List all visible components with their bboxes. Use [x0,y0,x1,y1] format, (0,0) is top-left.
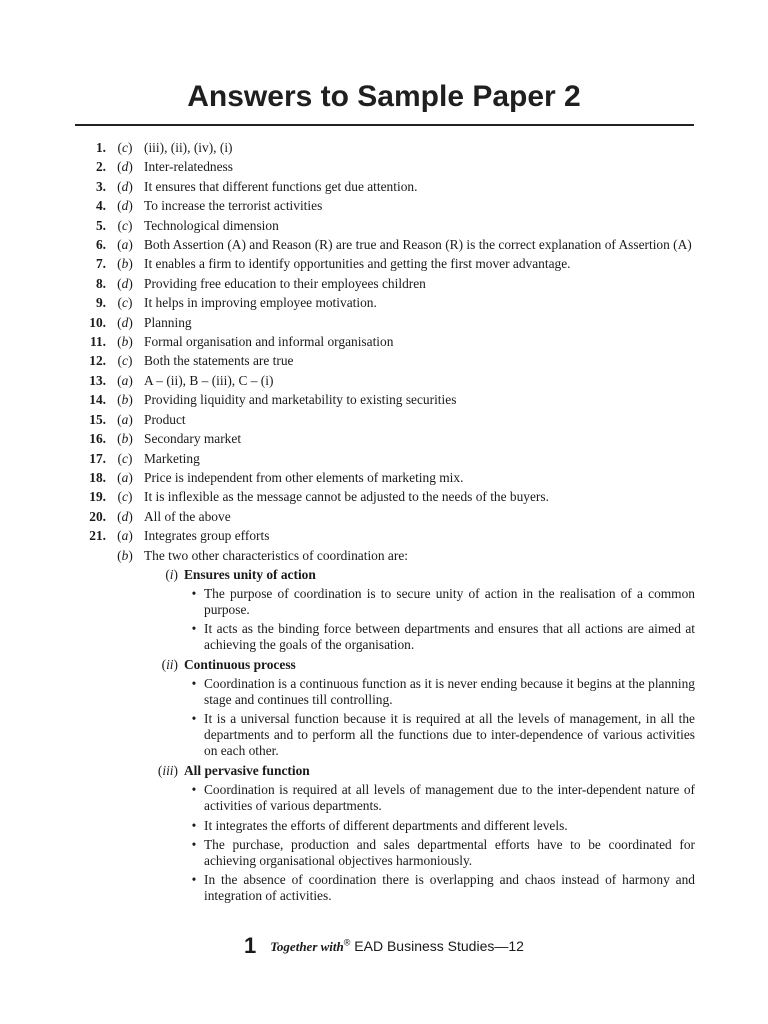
bullet-item [184,781,695,816]
answer-text: Price is independent from other elements of marketing mix. [144,469,464,485]
characteristic-label: (i) [165,566,178,582]
answer-text: Technological dimension [144,217,279,233]
answer-text: The two other characteristics of coordination are: [144,547,408,563]
answer-text: It is inflexible as the message cannot be adjusted to the needs of the buyers. [144,489,549,505]
question-number: 20. [89,508,106,524]
answer-row [70,429,695,448]
answer-option: (c) [117,489,133,505]
question-number: 13. [89,372,106,388]
bullet-text: The purchase, production and sales departmental efforts have to be coordinated for achieving organisational objectives harmoniously. [204,837,695,868]
question-number: 18. [89,469,106,485]
answer-text: A – (ii), B – (iii), C – (i) [144,372,274,388]
characteristic-heading [144,761,695,780]
page-footer [0,933,768,959]
answer-row [70,216,695,235]
answer-text: Providing free education to their employees children [144,275,426,291]
question-number: 10. [89,314,106,330]
answer-row [70,138,695,157]
bullet-item [184,675,695,710]
answer-text: Integrates group efforts [144,528,270,544]
book-title: EAD Business Studies—12 [354,938,524,954]
characteristic-title: Ensures unity of action [184,566,316,582]
characteristic-title: All pervasive function [184,763,310,779]
question-number: 19. [89,489,106,505]
answer-option: (d) [117,159,133,175]
bullet-icon: • [191,676,197,692]
bullet-text: It integrates the efforts of different departments and different levels. [204,817,568,833]
answer-text: Product [144,411,186,427]
answer-option: (b) [117,256,133,272]
answer-row [70,410,695,429]
answer-text: (iii), (ii), (iv), (i) [144,140,233,155]
bullet-item [184,584,695,619]
answer-option: (b) [117,547,133,563]
question-number: 2. [95,159,106,175]
bullet-list [184,675,695,762]
question-number: 1. [95,140,106,155]
page-number: 1 [244,933,257,958]
question-number: 9. [95,295,106,311]
answer-text: Both the statements are true [144,353,294,369]
answer-row [70,177,695,196]
bullet-item [184,710,695,761]
answer-option: (d) [117,314,133,330]
bullet-item [184,816,695,835]
bullet-text: Coordination is required at all levels of management due to the inter-dependent nature of activities of various departments. [204,782,695,814]
answer-option: (c) [117,295,133,311]
characteristic-heading [144,655,695,674]
answer-option: (a) [117,372,133,388]
answer-row [70,546,695,565]
brand-name: Together with [270,939,344,954]
characteristic-title: Continuous process [184,657,296,673]
bullet-text: It is a universal function because it is required at all the levels of management, in all the departments and to perform all the functions due to inter-dependence of various activities on each other. [204,711,695,759]
bullet-item [184,620,695,655]
bullet-icon: • [191,837,197,852]
bullet-text: Coordination is a continuous function as it is never ending because it begins at the planning stage and continues till controlling. [204,676,695,708]
answer-text: Marketing [144,450,200,466]
question-number: 21. [89,528,106,544]
answer-text: To increase the terrorist activities [144,198,323,214]
answer-option: (c) [117,140,133,155]
answer-row [70,526,695,545]
answer-option: (a) [117,469,133,485]
bullet-icon: • [191,711,197,727]
answer-row [70,449,695,468]
characteristic-label: (iii) [157,763,178,779]
question-number: 11. [90,334,106,350]
answer-text: Planning [144,314,192,330]
answer-text: Secondary market [144,431,242,447]
answer-option: (b) [117,392,133,408]
bullet-icon: • [191,872,197,888]
title-divider [75,124,694,126]
answer-option: (b) [117,334,133,350]
answer-row [70,313,695,332]
question-number: 8. [95,275,106,291]
question-number: 4. [95,198,106,214]
question-number: 15. [89,411,106,427]
question-number: 12. [89,353,106,369]
answer-option: (c) [117,450,133,466]
characteristic-label: (ii) [161,657,178,673]
answer-option: (d) [117,508,133,524]
answer-option: (d) [117,178,133,194]
question-number: 16. [89,431,106,447]
bullet-item [184,836,695,871]
answer-row [70,351,695,370]
question-number: 3. [95,178,106,194]
answer-text: It helps in improving employee motivation. [144,295,377,311]
bullet-text: In the absence of coordination there is overlapping and chaos instead of harmony and integration of activities. [204,872,695,904]
answer-row [70,254,695,273]
answer-row [70,468,695,487]
answer-text: All of the above [144,508,231,524]
answer-option: (c) [117,217,133,233]
answer-row [70,507,695,526]
bullet-item [184,871,695,906]
question-number: 7. [95,256,106,272]
answer-row [70,371,695,390]
answer-option: (a) [117,528,133,544]
answer-option: (d) [117,198,133,214]
answers-list [70,138,695,906]
bullet-icon: • [191,817,197,833]
answer-text: It ensures that different functions get due attention. [144,178,418,194]
page-title: Answers to Sample Paper 2 [187,80,581,113]
bullet-icon: • [191,585,197,601]
answer-text: It enables a firm to identify opportunities and getting the first mover advantage. [144,256,571,272]
registered-mark: ® [343,937,351,948]
bullet-list [184,584,695,655]
bullet-text: The purpose of coordination is to secure unity of action in the realisation of a common purpose. [204,585,695,617]
question-number: 17. [89,450,106,466]
answer-text: Inter-relatedness [144,159,233,175]
answer-row [70,196,695,215]
answer-row [70,390,695,409]
answer-row [70,274,695,293]
answer-option: (c) [117,353,133,369]
answer-option: (b) [117,431,133,447]
answer-option: (a) [117,237,133,253]
answer-text: Formal organisation and informal organisation [144,334,394,350]
characteristic-heading [144,565,695,584]
answer-text: Providing liquidity and marketability to existing securities [144,392,457,408]
question-number: 5. [95,217,106,233]
bullet-list [184,781,695,907]
question-number: 6. [95,237,106,253]
answer-row [70,332,695,351]
bullet-icon: • [191,782,197,798]
answer-row [70,235,695,254]
answer-row [70,157,695,176]
question-number: 14. [89,392,106,408]
answer-text: Both Assertion (A) and Reason (R) are true and Reason (R) is the correct explanation of Assertion (A) [144,236,692,252]
bullet-text: It acts as the binding force between departments and ensures that all actions are aimed at achieving the goals of the organisation. [204,621,695,653]
answer-option: (d) [117,275,133,291]
bullet-icon: • [191,621,197,637]
answer-row [70,293,695,312]
answer-option: (a) [117,411,133,427]
answer-row [70,487,695,506]
